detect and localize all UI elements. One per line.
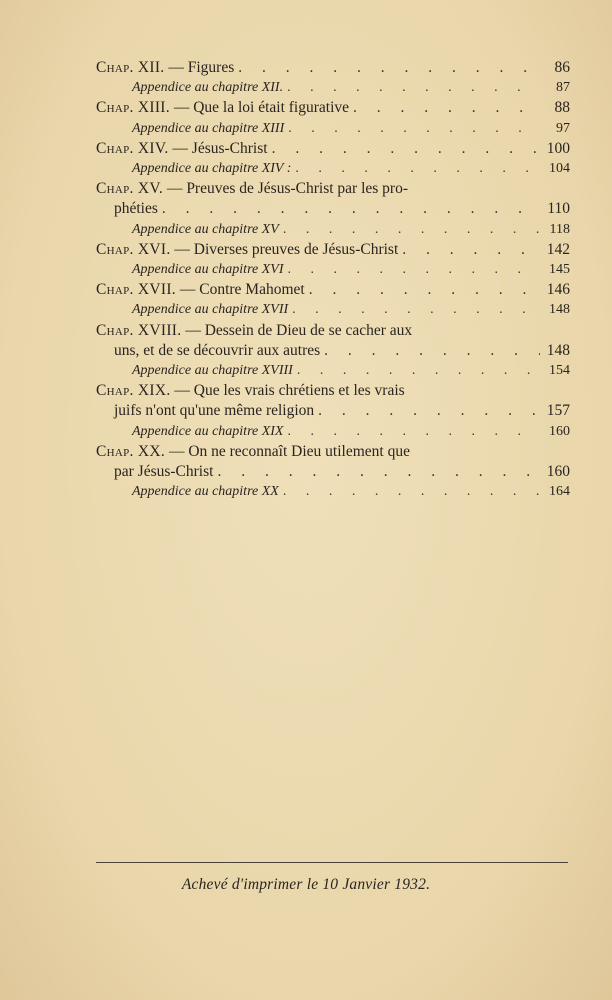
page-number: 146 [546,281,570,299]
entry-title: Appendice au chapitre XIII [132,120,285,136]
dot-leader [402,240,540,260]
toc-appendix-entry [96,300,570,320]
page-number: 160 [546,463,570,481]
toc-chapter-entry [96,179,570,199]
chapter-label: Chap. XVI. [96,240,171,258]
toc-chapter-entry [96,139,570,159]
toc-entry-continuation [96,462,570,482]
page-number: 118 [549,221,570,237]
toc-chapter-entry [96,442,570,462]
toc-entry-continuation [96,199,570,219]
entry-title: — Que les vrais chrétiens et les vrais [174,382,405,400]
dot-leader [295,159,540,179]
page-number: 88 [554,99,570,117]
dot-leader [287,78,540,98]
entry-title: juifs n'ont qu'une même religion [114,402,315,420]
entry-title: — On ne reconnaît Dieu utilement que [168,442,410,460]
dot-leader [288,119,540,139]
dot-leader [287,260,540,280]
dot-leader [217,462,540,482]
entry-title: — Contre Mahomet [179,281,305,299]
toc-appendix-entry [96,119,570,139]
table-of-contents [96,58,570,502]
page-number: 157 [546,402,570,420]
entry-title: — Figures [168,59,235,76]
entry-title: par Jésus-Christ [114,463,214,481]
entry-title: Appendice au chapitre XVIII [132,363,293,379]
entry-title: — Jésus-Christ [172,139,268,157]
page-number: 86 [554,59,570,76]
entry-title: Appendice au chapitre XIX [132,423,284,439]
entry-title: uns, et de se découvrir aux autres [114,341,321,359]
dot-leader [318,401,540,421]
entry-title: — Dessein de Dieu de se cacher aux [185,321,413,339]
page-number: 104 [549,161,570,177]
entry-title: — Preuves de Jésus-Christ par les pro- [166,180,409,198]
chapter-label: Chap. XIII. [96,99,170,117]
toc-chapter-entry [96,381,570,401]
dot-leader [324,341,540,361]
chapter-label: Chap. XVII. [96,281,176,299]
page-number: 142 [546,240,570,258]
colophon: Achevé d'imprimer le 10 Janvier 1932. [181,876,431,893]
page-number: 87 [556,80,570,96]
page-number: 110 [547,200,570,218]
entry-title: phéties [114,200,158,218]
toc-appendix-entry [96,159,570,179]
page-number: 154 [549,363,570,379]
page-number: 145 [549,262,570,278]
dot-leader [238,58,540,78]
toc-appendix-entry [96,482,570,502]
entry-title: Appendice au chapitre XII. [132,80,284,96]
chapter-label: Chap. XII. [96,59,165,76]
page-number: 100 [546,139,570,157]
dot-leader [272,139,540,159]
chapter-label: Chap. XIV. [96,139,169,157]
toc-chapter-entry [96,98,570,118]
entry-title: Appendice au chapitre XX [132,484,279,500]
chapter-label: Chap. XX. [96,442,166,460]
page-number: 97 [556,120,570,136]
toc-chapter-entry [96,58,570,78]
toc-chapter-entry [96,321,570,341]
dot-leader [283,482,540,502]
dot-leader [353,98,540,118]
toc-appendix-entry [96,220,570,240]
entry-title: Appendice au chapitre XVI [132,262,284,278]
dot-leader [162,199,540,219]
page-number: 148 [549,302,570,318]
dot-leader [297,361,540,381]
dot-leader [283,220,540,240]
entry-title: Appendice au chapitre XVII [132,302,289,318]
toc-entry-continuation [96,401,570,421]
chapter-label: Chap. XIX. [96,382,171,400]
toc-appendix-entry [96,422,570,442]
entry-title: Appendice au chapitre XV [132,221,279,237]
dot-leader [287,422,540,442]
dot-leader [309,280,540,300]
toc-chapter-entry [96,240,570,260]
page-number: 164 [549,484,570,500]
dot-leader [292,300,540,320]
toc-appendix-entry [96,260,570,280]
entry-title: — Diverses preuves de Jésus-Christ [174,240,399,258]
toc-entry-continuation [96,341,570,361]
chapter-label: Chap. XVIII. [96,321,182,339]
chapter-label: Chap. XV. [96,180,164,198]
page-number: 148 [546,341,570,359]
toc-chapter-entry [96,280,570,300]
toc-appendix-entry [96,361,570,381]
divider-rule [96,862,568,863]
entry-title: — Que la loi était figurative [173,99,350,117]
toc-appendix-entry [96,78,570,98]
entry-title: Appendice au chapitre XIV : [132,161,292,177]
page-number: 160 [549,423,570,439]
